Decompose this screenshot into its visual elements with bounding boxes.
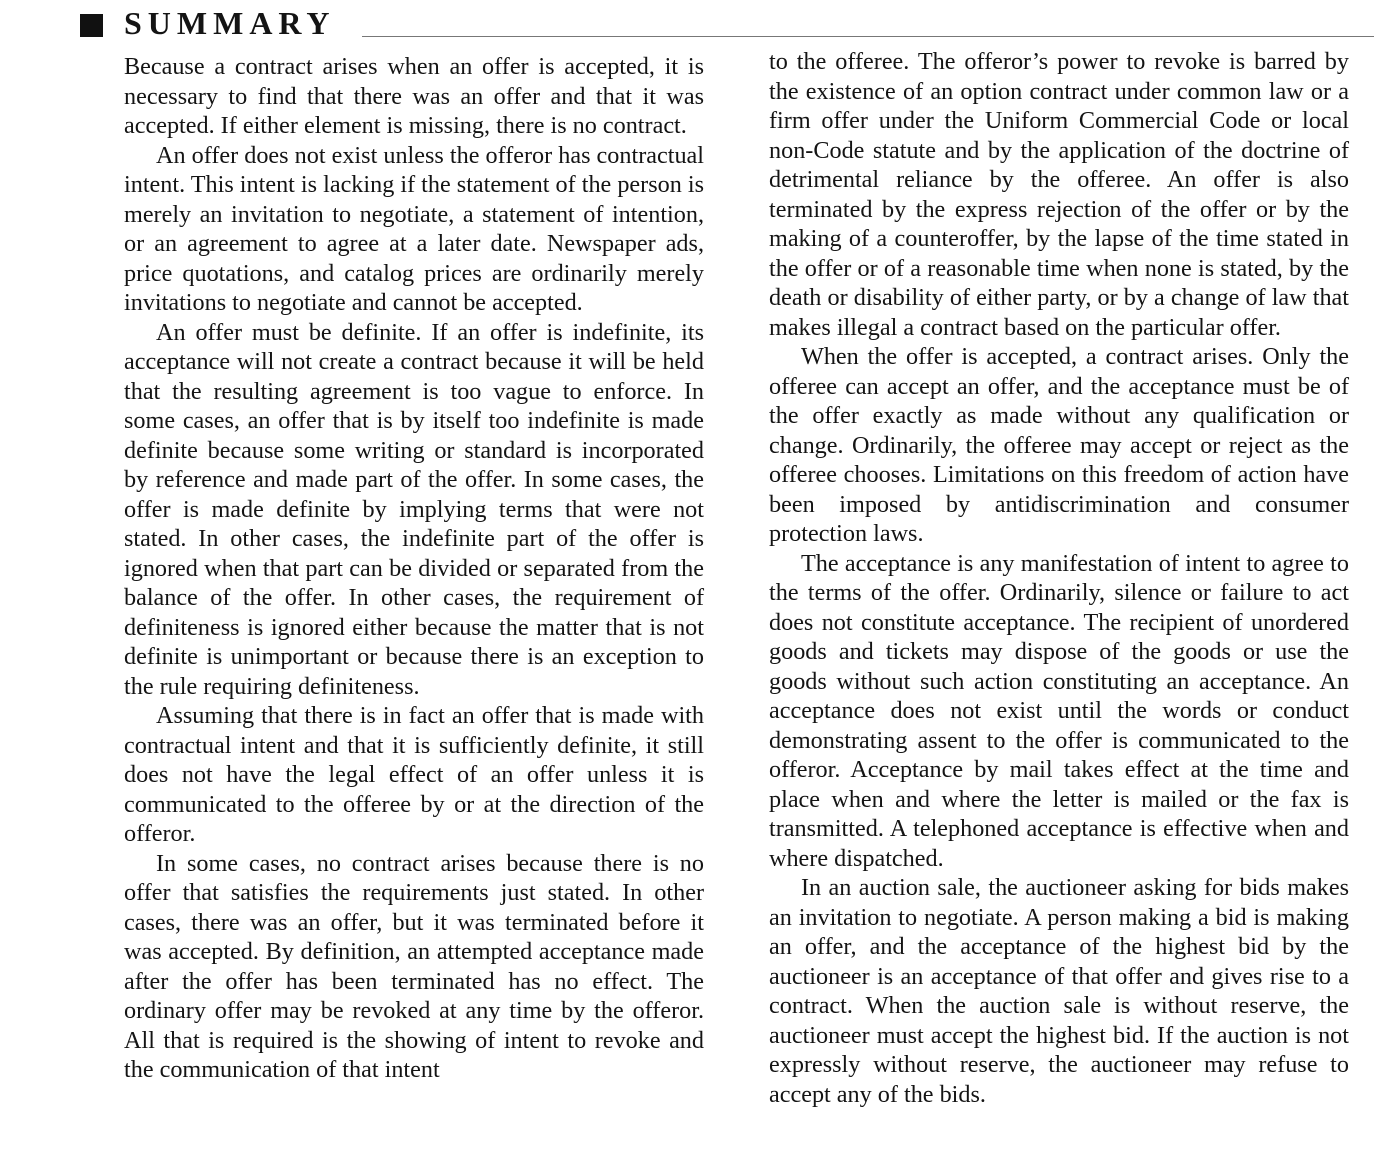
right-column [769,47,1349,1109]
paragraph: The acceptance is any manifestation of intent to agree to the terms of the offer. Ordinarily, silence or failure to act does not constitute acceptance. The recipient of unordered goods and tickets may dispose of the goods or use the goods without such action constituting an acceptance. An acceptance does not exist until the words or conduct demonstrating assent to the offer is communicated to the offeror. Acceptance by mail takes effect at the time and place when and where the letter is mailed or the fax is transmitted. A telephoned acceptance is effective when and where dispatched. [769,549,1349,872]
paragraph: An offer must be definite. If an offer is indefinite, its acceptance will not create a contract because it will be held that the resulting agreement is too vague to enforce. In some cases, an offer that is by itself too indefinite is made definite because some writing or standard is incorporated by reference and made part of the offer. In some cases, the offer is made definite by implying terms that were not stated. In other cases, the indefinite part of the offer is ignored when that part can be divided or separated from the balance of the offer. In other cases, the requirement of definiteness is ignored either because the matter that is not definite is unimportant or because there is an exception to the rule requiring definiteness. [124,318,704,700]
left-column [124,52,704,1085]
paragraph: In an auction sale, the auctioneer asking for bids makes an invitation to negotiate. A person making a bid is making an offer, and the acceptance of the highest bid by the auctioneer is an acceptance of that offer and gives rise to a contract. When the auction sale is without reserve, the auctioneer must accept the highest bid. If the auction is not expressly without reserve, the auctioneer may refuse to accept any of the bids. [769,874,1349,1108]
paragraph: Assuming that there is in fact an offer that is made with contractual intent and that it is sufficiently definite, it still does not have the legal effect of an offer unless it is communicated to the offeree by or at the direction of the offeror. [124,702,704,847]
section-marker-square [80,14,103,37]
paragraph: In some cases, no contract arises because there is no offer that satisfies the requirements just stated. In other cases, there was an offer, but it was terminated before it was accepted. By definition, an attempted acceptance made after the offer has been terminated has no effect. The ordinary offer may be revoked at any time by the offeror. All that is required is the showing of intent to revoke and the communication of that intent [124,849,704,1083]
paragraph: When the offer is accepted, a contract arises. Only the offeree can accept an offer, and the acceptance must be of the offer exactly as made without any qualification or change. Ordinarily, the offeree may accept or reject as the offeree chooses. Limitations on this freedom of action have been imposed by antidiscrimination and consumer protection laws. [769,343,1349,547]
section-title: SUMMARY [124,5,336,41]
paragraph: An offer does not exist unless the offeror has contractual intent. This intent is lacking if the statement of the person is merely an invitation to negotiate, a statement of intention, or an agreement to agree at a later date. Newspaper ads, price quotations, and catalog prices are ordinarily merely invitations to negotiate and cannot be accepted. [124,141,704,316]
paragraph: Because a contract arises when an offer is accepted, it is necessary to find that there was an offer and that it was accepted. If either element is missing, there is no contract. [124,53,704,139]
paragraph: to the offeree. The offeror’s power to revoke is barred by the existence of an option contract under common law or a firm offer under the Uniform Commercial Code or local non-Code statute and by the application of the doctrine of detrimental reliance by the offeree. An offer is also terminated by the express rejection of the offer or by the making of a counteroffer, by the lapse of the time stated in the offer or of a reasonable time when none is stated, by the death or disability of either party, or by a change of law that makes illegal a contract based on the particular offer. [769,48,1349,341]
header-rule [362,36,1374,37]
section-header [80,6,1374,42]
